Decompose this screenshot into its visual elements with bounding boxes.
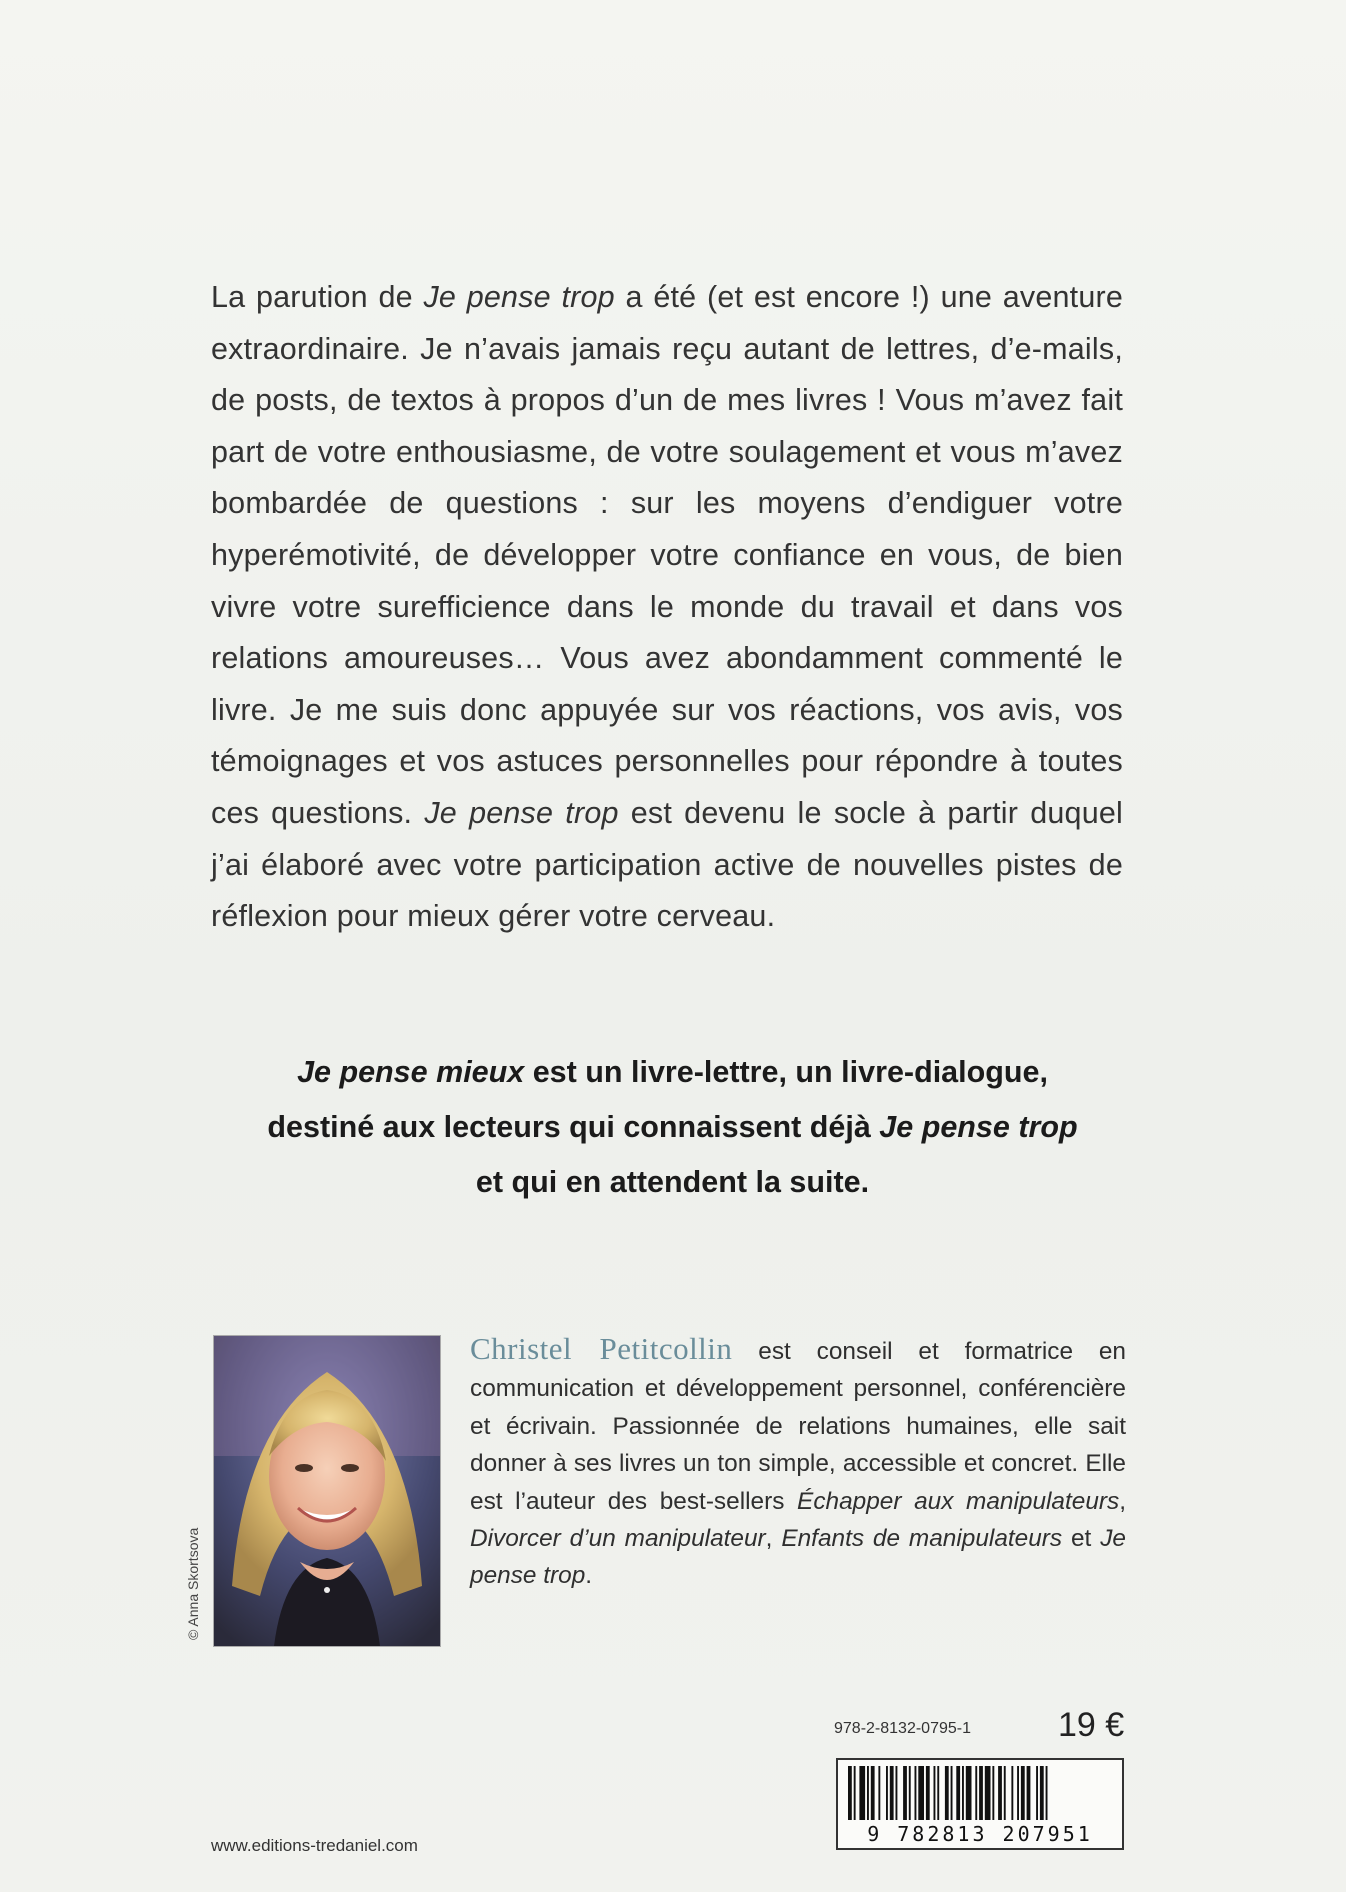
photo-credit: © Anna Skortsova (185, 1527, 201, 1640)
author-bio (470, 1330, 1126, 1595)
author-bio-text: , (1119, 1487, 1127, 1515)
main-paragraph (211, 272, 1123, 943)
highlight-line-2 (180, 1100, 1165, 1155)
publisher-website: www.editions-tredaniel.com (211, 1836, 418, 1855)
author-photo (213, 1335, 441, 1647)
book-title-reference: Je pense trop (470, 1525, 1126, 1590)
book-title-reference: Je pense trop (879, 1110, 1078, 1144)
barcode (836, 1758, 1124, 1850)
main-text-part: est devenu le socle à partir duquel j’ai élaboré avec votre participation active de nouvelles pistes de réflexion pour mieux gérer votre cerveau. (211, 795, 1124, 934)
barcode-digits: 9 782813 207951 (867, 1822, 1093, 1846)
author-bio-text: est conseil et formatrice en communication et développement personnel, conférencière et écrivain. Passionnée de relations humaines, elle sait donner à ses livres un ton simple, accessible et concret. Elle est l’auteur des best-sellers (470, 1338, 1126, 1515)
book-title-reference: Je pense trop (423, 280, 615, 314)
author-bio-text: . (585, 1562, 593, 1590)
highlight-statement (180, 1045, 1165, 1210)
book-title-reference: Échapper aux manipulateurs (797, 1487, 1120, 1515)
book-title-reference: Je pense mieux (297, 1055, 525, 1089)
book-title-reference: Je pense trop (424, 795, 619, 830)
main-text-part: a été (et est encore !) une aventure extraordinaire. Je n’avais jamais reçu autant de lettres, d’e-mails, de posts, de textos à propos d’un de mes livres ! Vous m’avez fait part de votre enthousiasme, de votre soulagement et vous m’avez bombardée de questions : sur les moyens d’endiguer votre hyperémotivité, de développer votre confiance en vous, de bien vivre votre surefficience dans le monde du travail et dans vos relations amoureuses… Vous avez abondamment commenté le livre. Je me suis donc appuyée sur vos réactions, vos avis, vos témoignages et vos astuces personnelles pour répondre à toutes ces questions. (211, 280, 1124, 830)
barcode-bars (838, 1760, 1122, 1824)
highlight-text: et qui en attendent la suite. (475, 1165, 870, 1199)
author-name: Christel Petitcollin (470, 1331, 733, 1366)
main-text-part: La parution de (211, 280, 424, 314)
author-bio-text: et (1062, 1525, 1101, 1553)
highlight-line-1 (180, 1045, 1165, 1100)
highlight-text: destiné aux lecteurs qui connaissent déjà (267, 1110, 880, 1144)
book-title-reference: Enfants de manipulateurs (781, 1525, 1063, 1553)
highlight-text: est un livre-lettre, un livre-dialogue, (524, 1055, 1048, 1089)
price: 19 € (1058, 1706, 1125, 1744)
book-title-reference: Divorcer d’un manipulateur (470, 1525, 766, 1553)
highlight-line-3 (180, 1155, 1165, 1210)
isbn-number: 978-2-8132-0795-1 (834, 1720, 971, 1737)
author-bio-text: , (765, 1525, 782, 1553)
author-portrait-illustration (214, 1336, 440, 1646)
